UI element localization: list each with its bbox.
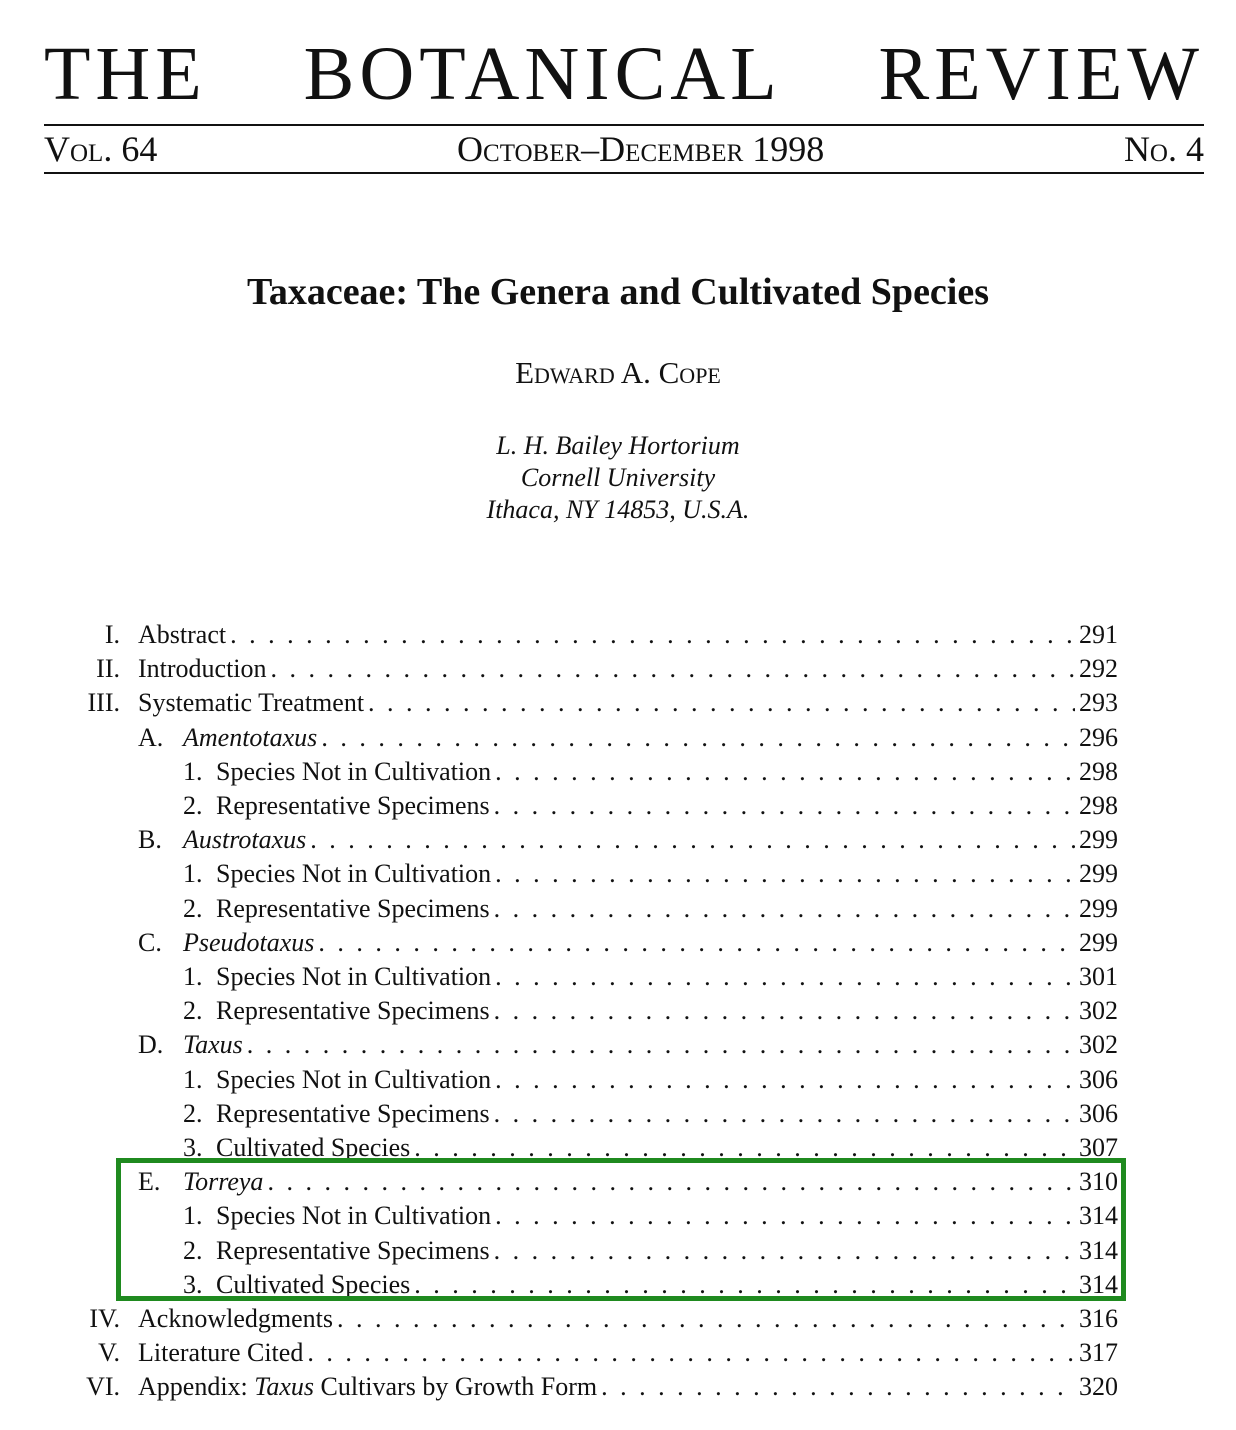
toc-entry-label: Literature Cited	[138, 1338, 304, 1368]
toc-entry-label: Representative Specimens	[216, 893, 490, 923]
toc-page-number: 302	[1079, 1030, 1118, 1060]
toc-entry-label: Appendix: Taxus Cultivars by Growth Form	[138, 1372, 598, 1402]
toc-entry	[0, 686, 1236, 720]
toc-leader-dots	[310, 823, 1075, 857]
toc-entry-line	[183, 1028, 1118, 1062]
toc-leader-dots	[247, 1028, 1075, 1062]
toc-entry-label: Species Not in Cultivation	[216, 859, 492, 889]
article-title: Taxaceae: The Genera and Cultivated Species	[246, 271, 990, 313]
toc-entry-number: 1.	[183, 1201, 203, 1231]
toc-entry	[0, 960, 1236, 994]
toc-leader-dots	[601, 1370, 1075, 1404]
toc-page-number: 317	[1079, 1338, 1118, 1368]
toc-entry-number: 2.	[183, 1098, 203, 1128]
toc-leader-dots	[368, 686, 1075, 720]
toc-leader-dots	[495, 1063, 1075, 1097]
toc-entry-label: Representative Specimens	[216, 1098, 490, 1128]
toc-entry-number: 2.	[183, 893, 203, 923]
toc-leader-dots	[307, 1336, 1075, 1370]
toc-leader-dots	[230, 618, 1075, 652]
toc-entry	[0, 721, 1236, 755]
toc-entry	[0, 823, 1236, 857]
toc-entry-number: A.	[138, 722, 164, 752]
toc-entry-label: Species Not in Cultivation	[216, 1064, 492, 1094]
toc-entry-label: Introduction	[138, 654, 267, 684]
toc-entry-label: Cultivated Species	[216, 1133, 411, 1162]
toc-leader-dots	[318, 926, 1075, 960]
toc-leader-dots	[495, 960, 1075, 994]
toc-entry	[0, 789, 1236, 823]
toc-entry-number: IV.	[89, 1304, 120, 1333]
toc-entry-line	[138, 1302, 1118, 1336]
toc-leader-dots	[321, 721, 1075, 755]
toc-entry-line	[216, 960, 1118, 994]
toc-entry-line	[138, 1370, 1118, 1404]
toc-entry	[0, 994, 1236, 1028]
toc-entry-number: E.	[138, 1167, 161, 1197]
toc-entry-number: D.	[138, 1030, 164, 1060]
toc-leader-dots	[495, 857, 1075, 891]
toc-entry-line	[183, 721, 1118, 755]
toc-entry-number: 1.	[183, 1064, 203, 1094]
toc-entry-line	[183, 926, 1118, 960]
toc-entry-label: Representative Specimens	[216, 791, 490, 820]
toc-page-number: 307	[1079, 1133, 1118, 1162]
toc-entry	[0, 1370, 1236, 1404]
toc-leader-dots	[495, 755, 1075, 789]
toc-entry-number: 3.	[183, 1269, 203, 1299]
toc-page-number: 293	[1079, 688, 1118, 718]
affiliation-line: Ithaca, NY 14853, U.S.A.	[486, 495, 750, 524]
toc-entry-line	[138, 618, 1118, 652]
toc-entry-number: VI.	[86, 1372, 120, 1402]
toc-entry-line	[216, 857, 1118, 891]
toc-page-number: 299	[1079, 893, 1118, 923]
toc-entry-number: 2.	[183, 996, 203, 1026]
toc-page-number: 302	[1079, 996, 1118, 1026]
toc-entry	[0, 926, 1236, 960]
toc-page-number: 314	[1079, 1269, 1118, 1299]
toc-entry-label: Abstract	[138, 620, 227, 649]
toc-page-number: 291	[1079, 620, 1118, 649]
toc-leader-dots	[494, 1097, 1075, 1131]
toc-entry	[0, 1336, 1236, 1370]
issue-number: No. 4	[1123, 129, 1204, 169]
toc-entry-number: B.	[138, 825, 162, 855]
article-author: Edward A. Cope	[515, 355, 721, 390]
toc-leader-dots	[494, 789, 1075, 823]
toc-entry-line	[138, 652, 1118, 686]
toc-entry	[0, 618, 1236, 652]
affiliation-line: L. H. Bailey Hortorium	[496, 431, 740, 460]
toc-entry-label: Taxus	[183, 1030, 243, 1060]
toc-page-number: 299	[1079, 927, 1118, 957]
author-affiliation	[0, 430, 1236, 526]
masthead-word-review: REVIEW	[878, 32, 1204, 116]
affiliation-line: Cornell University	[520, 463, 716, 492]
toc-entry	[0, 892, 1236, 926]
toc-page-number: 301	[1079, 962, 1118, 991]
toc-entry-label: Species Not in Cultivation	[216, 962, 492, 991]
toc-entry-line	[138, 1336, 1118, 1370]
toc-entry-line	[216, 755, 1118, 789]
toc-entry-line	[216, 1097, 1118, 1131]
toc-entry	[0, 857, 1236, 891]
journal-masthead	[44, 32, 1204, 116]
toc-entry	[0, 1302, 1236, 1336]
toc-entry-number: C.	[138, 927, 162, 957]
toc-entry	[0, 1063, 1236, 1097]
toc-entry-line	[216, 892, 1118, 926]
toc-entry-number: 3.	[183, 1133, 203, 1162]
toc-entry-label: Species Not in Cultivation	[216, 1201, 492, 1231]
toc-entry-label: Systematic Treatment	[138, 688, 365, 718]
toc-leader-dots	[271, 652, 1075, 686]
toc-entry-line	[216, 1063, 1118, 1097]
toc-entry-number: 1.	[183, 756, 203, 786]
toc-entry	[0, 1028, 1236, 1062]
toc-entry-label: Pseudotaxus	[183, 927, 315, 957]
toc-entry-label: Representative Specimens	[216, 996, 490, 1026]
toc-page-number: 306	[1079, 1064, 1118, 1094]
toc-page-number: 314	[1079, 1201, 1118, 1231]
toc-entry-line	[216, 994, 1118, 1028]
toc-leader-dots	[337, 1302, 1075, 1336]
toc-leader-dots	[494, 892, 1075, 926]
toc-page-number: 299	[1079, 859, 1118, 889]
toc-page-number: 320	[1079, 1372, 1118, 1402]
toc-entry-line	[138, 686, 1118, 720]
toc-entry-number: 2.	[183, 791, 203, 820]
toc-page-number: 292	[1079, 654, 1118, 684]
masthead-rule-top	[44, 124, 1204, 126]
masthead-rule-bottom	[44, 172, 1204, 174]
highlight-box	[116, 1158, 1126, 1301]
toc-entry-number: I.	[104, 620, 120, 649]
toc-entry-number: II.	[96, 654, 120, 684]
toc-entry-number: 2.	[183, 1235, 203, 1265]
masthead-word-the: THE	[44, 32, 207, 116]
toc-entry	[0, 1097, 1236, 1131]
toc-page-number: 298	[1079, 756, 1118, 786]
toc-entry-number: 1.	[183, 859, 203, 889]
issue-date: October–December 1998	[457, 129, 825, 169]
toc-page-number: 296	[1079, 722, 1118, 752]
toc-entry-line	[183, 823, 1118, 857]
toc-entry-label: Austrotaxus	[183, 825, 307, 855]
toc-entry-number: III.	[87, 688, 120, 718]
toc-page-number: 299	[1079, 825, 1118, 855]
toc-leader-dots	[494, 994, 1075, 1028]
toc-page-number: 316	[1079, 1304, 1118, 1333]
toc-entry-number: V.	[98, 1338, 120, 1368]
issue-line	[44, 128, 1204, 170]
toc-entry-label: Acknowledgments	[138, 1304, 333, 1333]
toc-page-number: 314	[1079, 1235, 1118, 1265]
toc-entry	[0, 652, 1236, 686]
toc-page-number: 298	[1079, 791, 1118, 820]
toc-entry-label: Species Not in Cultivation	[216, 756, 492, 786]
toc-entry-label: Representative Specimens	[216, 1235, 490, 1265]
toc-entry-label: Amentotaxus	[183, 722, 318, 752]
toc-entry-number: 1.	[183, 962, 203, 991]
masthead-word-botanical: BOTANICAL	[303, 32, 782, 116]
toc-entry-line	[216, 789, 1118, 823]
toc-entry-label: Torreya	[183, 1167, 264, 1197]
toc-entry	[0, 755, 1236, 789]
toc-page-number: 310	[1079, 1167, 1118, 1197]
toc-entry-label: Cultivated Species	[216, 1269, 411, 1299]
toc-page-number: 306	[1079, 1098, 1118, 1128]
volume-label: Vol. 64	[44, 129, 158, 169]
